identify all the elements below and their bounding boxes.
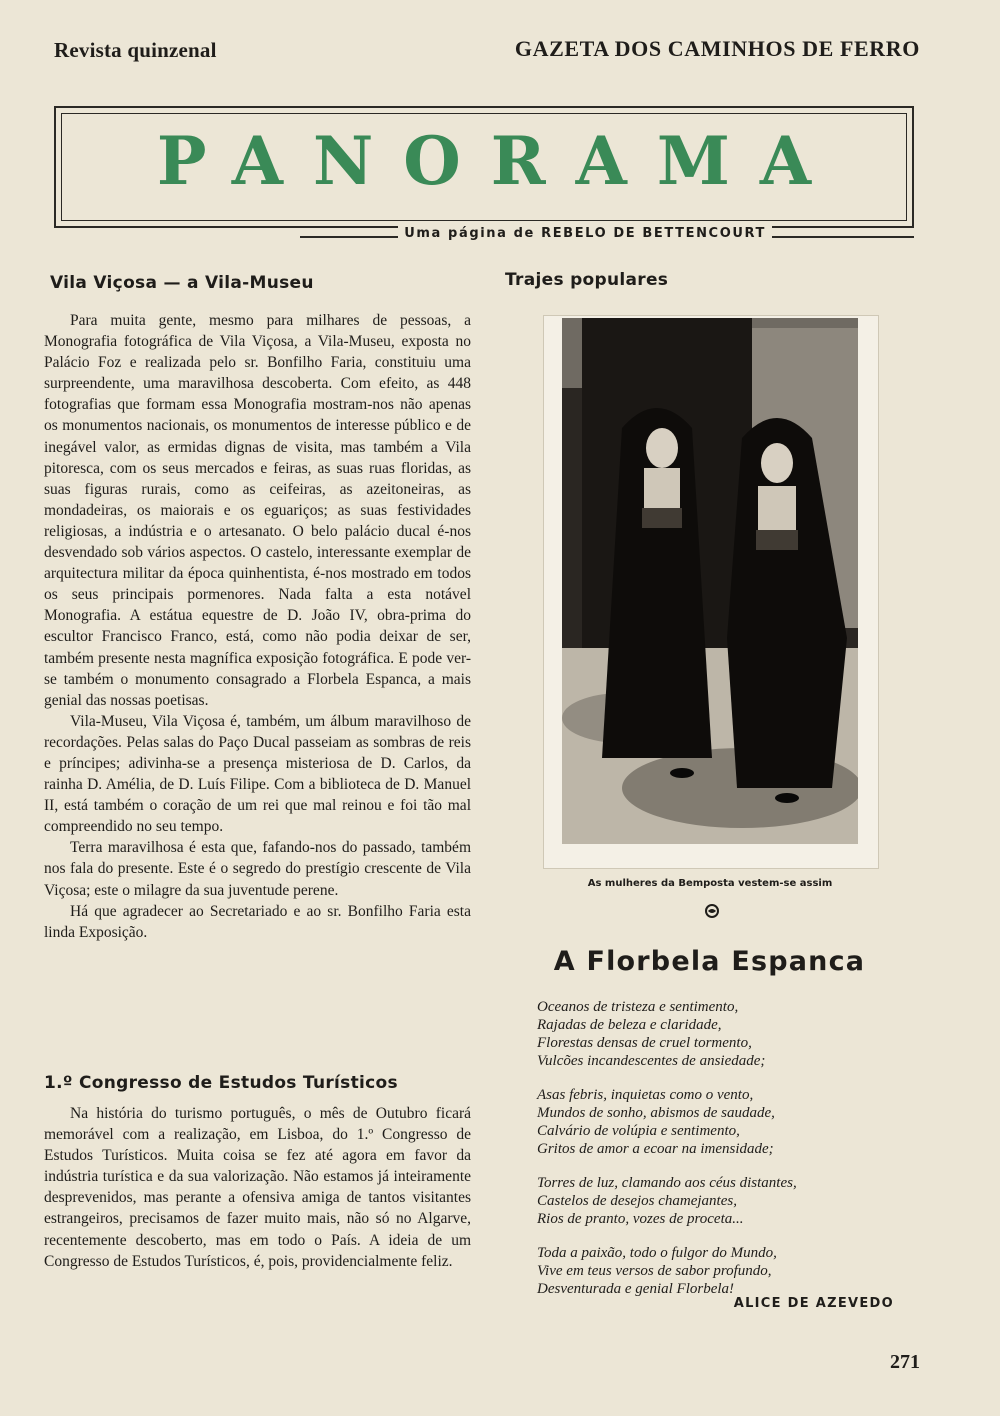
verse-line: Vive em teus versos de sabor profundo, bbox=[537, 1263, 772, 1279]
poem-stanza bbox=[537, 1086, 907, 1158]
article-congress bbox=[44, 1073, 471, 1272]
masthead-frame bbox=[54, 106, 914, 228]
paragraph: Na história do turismo português, o mês de Outubro ficará memorável com a realização, em Lisboa, do 1.º Congresso de Estudos Turísticos. Muita coisa se fez até agora em favor da indústria turística e da sua valorização. Não estamos já inteiramente desprevenidos, mas perante a ofensiva amiga de tantos visitantes estrangeiros, precisamos de fazer muito mais, não só no Algarve, recentemente descoberto, mas em todo o País. A ideia de um Congresso de Estudos Turísticos, é, pois, providencialmente feliz. bbox=[44, 1105, 471, 1270]
verse-line: Oceanos de tristeza e sentimento, bbox=[537, 999, 739, 1015]
verse-line: Torres de luz, clamando aos céus distantes, bbox=[537, 1175, 797, 1191]
poem-author: ALICE DE AZEVEDO bbox=[733, 1296, 894, 1311]
paragraph: Vila-Museu, Vila Viçosa é, também, um álbum maravilhoso de recordações. Pelas salas do Paço Ducal passeiam as sombras de reis e príncipes; adivinha-se a presença misteriosa de D. Carlos, da rainha D. Amélia, de D. Luís Filipe. Com a biblioteca de D. Manuel II, está também o coração de um rei que mal reinou e foi tão mal compreendido no seu tempo. bbox=[44, 712, 471, 836]
page-number: 271 bbox=[890, 1351, 920, 1373]
poem-title: A Florbela Espanca bbox=[553, 946, 866, 977]
poem bbox=[537, 998, 907, 1314]
article-title-trajes: Trajes populares bbox=[505, 270, 669, 290]
verse-line: Vulcões incandescentes de ansiedade; bbox=[537, 1053, 766, 1069]
byline bbox=[300, 226, 914, 246]
verse-line: Calvário de volúpia e sentimento, bbox=[537, 1123, 740, 1139]
verse-line: Castelos de desejos chamejantes, bbox=[537, 1193, 737, 1209]
poem-stanza bbox=[537, 998, 907, 1070]
verse-line: Mundos de sonho, abismos de saudade, bbox=[537, 1105, 775, 1121]
photo-illustration bbox=[562, 318, 858, 844]
verse-line: Gritos de amor a ecoar na imensidade; bbox=[537, 1141, 774, 1157]
byline-text: Uma página de REBELO DE BETTENCOURT bbox=[398, 226, 772, 241]
article-title-vila-vicosa: Vila Viçosa — a Vila-Museu bbox=[50, 273, 314, 293]
verse-line: Desventurada e genial Florbela! bbox=[537, 1281, 735, 1297]
photo-frame bbox=[543, 315, 879, 869]
verse-line: Florestas densas de cruel tormento, bbox=[537, 1035, 752, 1051]
verse-line: Toda a paixão, todo o fulgor do Mundo, bbox=[537, 1245, 777, 1261]
poem-stanza bbox=[537, 1174, 907, 1228]
poem-stanza bbox=[537, 1244, 907, 1298]
masthead-title: PANORAMA bbox=[156, 122, 842, 200]
photo-caption: As mulheres da Bemposta vestem-se assim bbox=[587, 878, 833, 889]
paragraph: Para muita gente, mesmo para milhares de pessoas, a Monografia fotográfica de Vila Viçosa, a Vila-Museu, exposta no Palácio Foz e realizada pelo sr. Bonfilho Faria, constituiu uma surpreendente, uma maravilhosa descoberta. Com efeito, as 448 fotografias que formam essa Monografia mostram-nos não apenas os monumentos nacionais, os monumentos de interesse público e de inegável valor, as ermidas dignas de visita, mas também a Vila pitoresca, com os seus mercados e feiras, as suas ruas floridas, as suas figuras rurais, como as ceifeiras, as azeitoneiras, as mondadeiras, os maiorais e os eguariços; as suas festividades religiosas, a indústria e o artesanato. O belo palácio ducal é-nos desvendado sob vários aspectos. O castelo, interessante exemplar de arquitectura militar da época quinhentista, é-nos mostrado em todos os seus principais pormenores. Nada falta a esta notável Monografia. A estátua equestre de D. João IV, obra-prima do escultor Francisco Franco, está, como não podia deixar de ser, também presente nesta magnífica exposição fotográfica. E pode ver-se também o monumento consagrado a Florbela Espanca, a mais genial das nossas poetisas. bbox=[44, 312, 471, 709]
paragraph: Há que agradecer ao Secretariado e ao sr. Bonfilho Faria esta linda Exposição. bbox=[44, 902, 471, 941]
article-body-vila-vicosa bbox=[44, 310, 471, 943]
periodicity-label: Revista quinzenal bbox=[54, 38, 217, 62]
ornament-icon bbox=[705, 904, 719, 918]
paragraph: Terra maravilhosa é esta que, fafando-nos do passado, também nos fala do presente. Este é o segredo do prestígio crescente de Vila Viçosa; este o milagre da sua juventude perene. bbox=[44, 839, 471, 899]
verse-line: Asas febris, inquietas como o vento, bbox=[537, 1087, 754, 1103]
photo-two-women bbox=[562, 318, 858, 844]
verse-line: Rajadas de beleza e claridade, bbox=[537, 1017, 722, 1033]
verse-line: Rios de pranto, vozes de proceta... bbox=[537, 1211, 744, 1227]
publication-title: GAZETA DOS CAMINHOS DE FERRO bbox=[514, 36, 920, 61]
article-title-congress: 1.º Congresso de Estudos Turísticos bbox=[44, 1073, 398, 1093]
